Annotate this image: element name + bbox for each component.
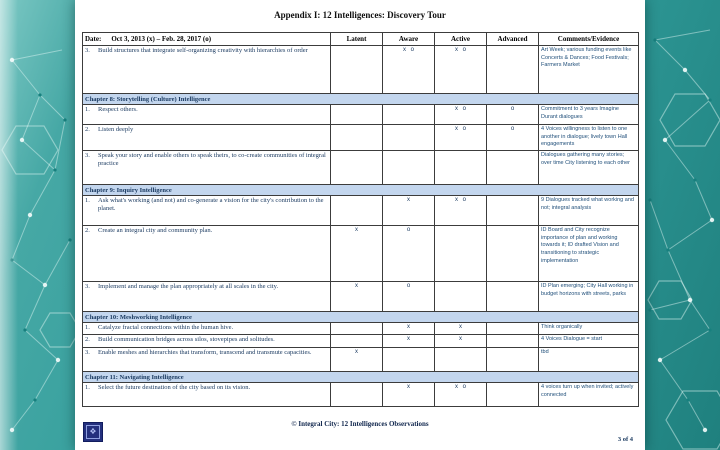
table-row (83, 348, 639, 372)
statement-cell (83, 105, 331, 125)
item-number: 3. (85, 47, 90, 54)
section-title: Chapter 8: Storytelling (Culture) Intelligence (83, 94, 639, 105)
statement-cell (83, 46, 331, 94)
statement-cell (83, 335, 331, 348)
comments-cell: ID Plan emerging; City Hall working in budget horizons with streets, parks (539, 282, 639, 312)
date-range: Oct 3, 2013 (x) – Feb. 28, 2017 (o) (111, 35, 212, 43)
comments-cell: Dialogues gathering many stories; over time City listening to each other (539, 151, 639, 185)
table-row (83, 323, 639, 335)
mark-cell-latent (331, 151, 383, 185)
section-header-row (83, 94, 639, 105)
mark-cell-latent: x (331, 226, 383, 282)
mark-cell-active: x o (435, 46, 487, 94)
mark-cell-advanced (487, 46, 539, 94)
statement-cell (83, 125, 331, 151)
section-title: Chapter 11: Navigating Intelligence (83, 372, 639, 383)
item-text: Catalyze fractal connections within the human hive. (98, 324, 234, 332)
mark-cell-latent: x (331, 282, 383, 312)
document-footer: © Integral City: 12 Intelligences Observations (291, 420, 429, 428)
mark-cell-latent (331, 125, 383, 151)
intelligences-table (82, 32, 639, 407)
item-text: Ask what's working (and not) and co-generate a vision for the city's contribution to the planet. (98, 197, 324, 212)
table-row (83, 383, 639, 407)
mark-cell-aware (383, 105, 435, 125)
item-number: 2. (85, 126, 90, 133)
comments-cell: ID Board and City recognize importance of plan and working towards it; ID drafted Vision and transitioning to strategic implementation (539, 226, 639, 282)
mark-cell-active: x o (435, 125, 487, 151)
mark-cell-latent (331, 323, 383, 335)
item-number: 3. (85, 349, 90, 357)
mark-cell-advanced (487, 151, 539, 185)
table-row (83, 125, 639, 151)
logo-emblem-icon: ❖ (86, 425, 100, 439)
left-light-band (0, 0, 18, 450)
column-header-advanced: Advanced (487, 33, 539, 46)
item-number: 1. (85, 384, 90, 392)
section-header-row (83, 372, 639, 383)
statement-cell (83, 196, 331, 226)
table-row (83, 196, 639, 226)
mark-cell-aware: x (383, 383, 435, 407)
mark-cell-advanced (487, 348, 539, 372)
mark-cell-active (435, 151, 487, 185)
section-title: Chapter 10: Meshworking Intelligence (83, 312, 639, 323)
mark-cell-latent (331, 105, 383, 125)
statement-cell (83, 383, 331, 407)
mark-cell-active: x o (435, 196, 487, 226)
item-number: 1. (85, 106, 90, 113)
page-title: Appendix I: 12 Intelligences: Discovery Tour (274, 10, 446, 20)
item-text: Respect others. (98, 106, 138, 113)
date-header-cell (83, 33, 331, 46)
mark-cell-latent (331, 196, 383, 226)
item-text: Speak your story and enable others to speak theirs, to co-create communities of integral practice (98, 152, 326, 167)
mark-cell-latent (331, 46, 383, 94)
column-header-active: Active (435, 33, 487, 46)
column-header-aware: Aware (383, 33, 435, 46)
mark-cell-active: x (435, 335, 487, 348)
comments-cell: Art Week; various funding events like Concerts & Dances; Food Festivals; Farmers Market (539, 46, 639, 94)
mark-cell-aware: x (383, 335, 435, 348)
mark-cell-advanced: o (487, 125, 539, 151)
section-header-row (83, 312, 639, 323)
mark-cell-aware (383, 151, 435, 185)
comments-cell: 4 Voices Dialogue = start (539, 335, 639, 348)
table-row (83, 226, 639, 282)
statement-cell (83, 348, 331, 372)
mark-cell-advanced (487, 335, 539, 348)
item-text: Implement and manage the plan appropriately at all scales in the city. (98, 283, 279, 291)
mark-cell-advanced (487, 383, 539, 407)
item-number: 3. (85, 152, 90, 160)
section-header-row (83, 185, 639, 196)
mark-cell-active: x (435, 323, 487, 335)
mark-cell-aware: o (383, 282, 435, 312)
mark-cell-advanced (487, 196, 539, 226)
comments-cell: Commitment to 3 years Imagine Durant dialogues (539, 105, 639, 125)
comments-cell: tbd (539, 348, 639, 372)
comments-cell: 9 Dialogues tracked what working and not; integral analysis (539, 196, 639, 226)
column-header-comments: Comments/Evidence (539, 33, 639, 46)
mark-cell-advanced (487, 282, 539, 312)
mark-cell-latent: x (331, 348, 383, 372)
mark-cell-aware (383, 125, 435, 151)
item-number: 1. (85, 324, 90, 332)
mark-cell-advanced (487, 226, 539, 282)
mark-cell-aware: x (383, 323, 435, 335)
statement-cell (83, 323, 331, 335)
item-number: 1. (85, 197, 90, 205)
item-number: 2. (85, 227, 90, 235)
mark-cell-active (435, 226, 487, 282)
comments-cell: Think organically (539, 323, 639, 335)
comments-cell: 4 voices turn up when invited; actively connected (539, 383, 639, 407)
table-row (83, 282, 639, 312)
statement-cell (83, 226, 331, 282)
item-text: Listen deeply (98, 126, 134, 133)
mark-cell-aware (383, 348, 435, 372)
mark-cell-advanced: o (487, 105, 539, 125)
table-row (83, 335, 639, 348)
item-number: 2. (85, 336, 90, 344)
item-text: Enable meshes and hierarchies that transform, transcend and transmute capacities. (98, 349, 312, 357)
item-text: Create an integral city and community plan. (98, 227, 213, 235)
mark-cell-aware: o (383, 226, 435, 282)
date-label: Date: (85, 35, 102, 43)
mark-cell-active (435, 282, 487, 312)
item-text: Select the future destination of the city based on its vision. (98, 384, 251, 392)
mark-cell-aware: x o (383, 46, 435, 94)
table-row (83, 105, 639, 125)
mark-cell-active: x o (435, 105, 487, 125)
section-title: Chapter 9: Inquiry Intelligence (83, 185, 639, 196)
table-row (83, 151, 639, 185)
document-page (75, 0, 645, 450)
statement-cell (83, 151, 331, 185)
page-number: 3 of 4 (617, 436, 633, 443)
item-text: Build structures that integrate self-organizing creativity with hierarchies of order (98, 47, 308, 54)
item-number: 3. (85, 283, 90, 291)
item-text: Build communication bridges across silos, stovepipes and solitudes. (98, 336, 275, 344)
table-header-row (83, 33, 639, 46)
table-row (83, 46, 639, 94)
column-header-latent: Latent (331, 33, 383, 46)
mark-cell-active: x o (435, 383, 487, 407)
mark-cell-aware: x (383, 196, 435, 226)
mark-cell-active (435, 348, 487, 372)
comments-cell: 4 Voices willingness to listen to one another in dialogue; lively town Hall engagements (539, 125, 639, 151)
mark-cell-latent (331, 383, 383, 407)
statement-cell (83, 282, 331, 312)
mark-cell-latent (331, 335, 383, 348)
mark-cell-advanced (487, 323, 539, 335)
